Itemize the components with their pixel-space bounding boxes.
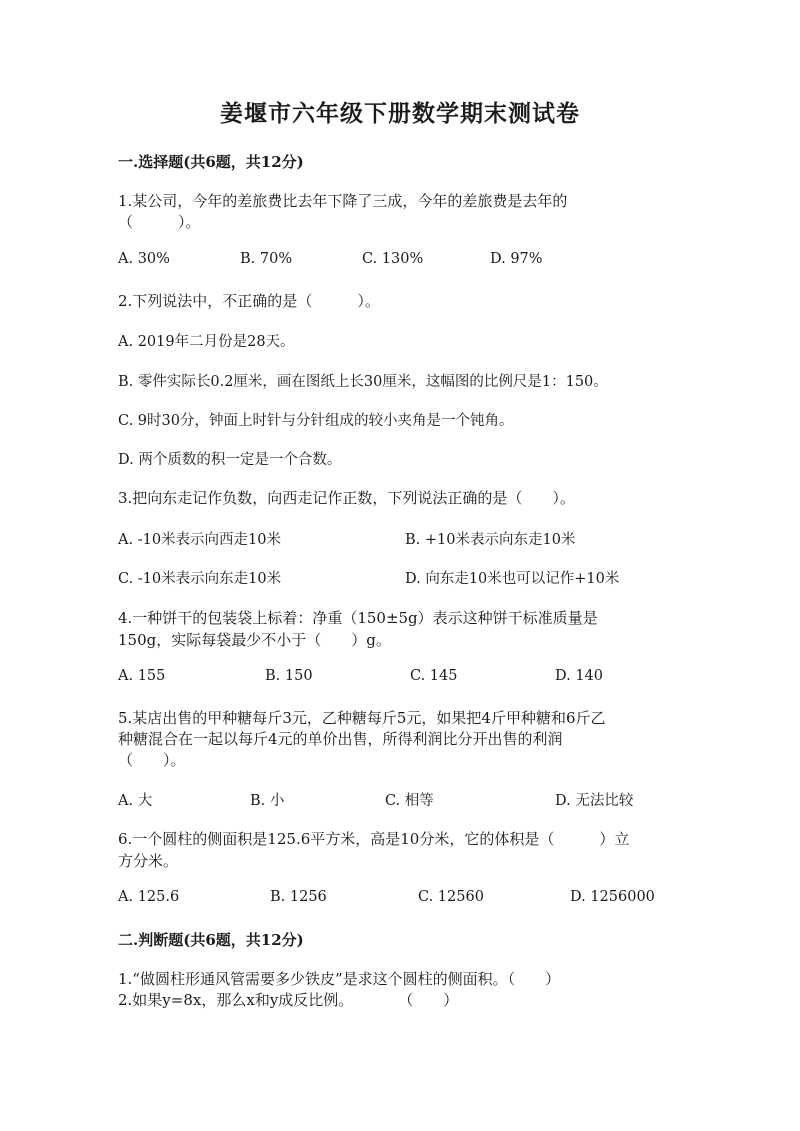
option-c: C. 9时30分，钟面上时针与分针组成的较小夹角是一个钝角。 <box>118 413 514 429</box>
option-b: B. 70% <box>240 251 293 267</box>
option-a: A. 30% <box>118 251 170 267</box>
option-b: B. 小 <box>250 793 285 809</box>
question-text: 2.下列说法中，不正确的是（ ）。 <box>118 292 380 310</box>
option-c: C. 相等 <box>385 793 434 809</box>
option-b: B. 1256 <box>270 889 327 905</box>
option-a: A. -10米表示向西走10米 <box>118 532 281 548</box>
option-d: D. 无法比较 <box>555 793 634 809</box>
option-b: B. +10米表示向东走10米 <box>405 532 576 548</box>
question-text: 150g，实际每袋最少不小于（ ）g。 <box>118 631 391 649</box>
question-text: 1.“做圆柱形通风管需要多少铁皮”是求这个圆柱的侧面积。（ ） <box>118 970 561 988</box>
question-text: 1.某公司，今年的差旅费比去年下降了三成，今年的差旅费是去年的 <box>118 192 568 210</box>
option-d: D. 140 <box>555 668 604 684</box>
option-d: D. 97% <box>490 251 543 267</box>
section-heading-judge: 二.判断题(共6题，共12分) <box>118 931 304 949</box>
option-b: B. 零件实际长0.2厘米，画在图纸上长30厘米，这幅图的比例尺是1：150。 <box>118 374 608 390</box>
page-title: 姜堰市六年级下册数学期末测试卷 <box>220 100 580 127</box>
question-text: 4.一种饼干的包装袋上标着：净重（150±5g）表示这种饼干标准质量是 <box>118 609 598 627</box>
option-c: C. -10米表示向东走10米 <box>118 571 282 587</box>
option-d: D. 两个质数的积一定是一个合数。 <box>118 452 342 468</box>
question-text: 5.某店出售的甲种糖每斤3元，乙种糖每斤5元，如果把4斤甲种糖和6斤乙 <box>118 709 606 727</box>
option-c: C. 145 <box>410 668 458 684</box>
question-text: 2.如果y=8x，那么x和y成反比例。 （ ） <box>118 991 459 1009</box>
option-b: B. 150 <box>265 668 313 684</box>
option-c: C. 130% <box>362 251 424 267</box>
question-text: 种糖混合在一起以每斤4元的单价出售，所得利润比分开出售的利润 <box>118 730 563 748</box>
question-text: 6.一个圆柱的侧面积是125.6平方米，高是10分米，它的体积是（ ）立 <box>118 830 630 848</box>
option-a: A. 大 <box>118 793 153 809</box>
question-text: 方分米。 <box>118 852 179 870</box>
option-d: D. 1256000 <box>570 889 655 905</box>
question-text: 3.把向东走记作负数，向西走记作正数，下列说法正确的是（ ）。 <box>118 489 575 507</box>
option-c: C. 12560 <box>418 889 484 905</box>
section-heading-choice: 一.选择题(共6题，共12分) <box>118 153 304 171</box>
option-a: A. 2019年二月份是28天。 <box>118 334 295 350</box>
option-a: A. 125.6 <box>118 889 180 905</box>
question-text: （ ）。 <box>118 751 186 769</box>
option-d: D. 向东走10米也可以记作+10米 <box>405 571 620 587</box>
option-a: A. 155 <box>118 668 166 684</box>
question-text: （ ）。 <box>118 213 201 231</box>
